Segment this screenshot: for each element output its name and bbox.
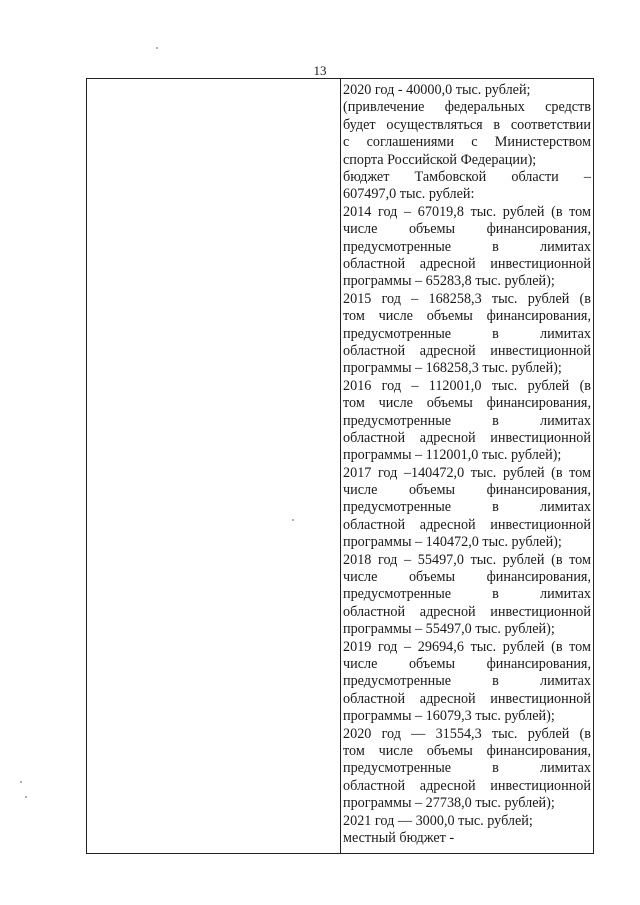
scan-speck xyxy=(20,781,22,783)
column-divider xyxy=(340,79,341,853)
scan-speck xyxy=(156,47,158,49)
text-line: предусмотренные в лимитах xyxy=(343,586,591,603)
text-line: областной адресной инвестиционной xyxy=(343,690,591,707)
text-line: бюджет Тамбовской области – xyxy=(343,168,591,185)
text-line: 607497,0 тыс. рублей: xyxy=(343,186,475,203)
text-line: 2018 год – 55497,0 тыс. рублей (в том xyxy=(343,551,591,568)
text-line: 2021 год — 3000,0 тыс. рублей; xyxy=(343,812,533,829)
text-line: программы – 27738,0 тыс. рублей); xyxy=(343,795,555,812)
text-line: программы – 55497,0 тыс. рублей); xyxy=(343,621,555,638)
text-line: областной адресной инвестиционной xyxy=(343,516,591,533)
text-line: программы – 112001,0 тыс. рублей); xyxy=(343,447,562,464)
text-line: предусмотренные в лимитах xyxy=(343,499,591,516)
text-line: числе объемы финансирования, xyxy=(343,569,591,586)
text-line: предусмотренные в лимитах xyxy=(343,412,591,429)
text-line: местный бюджет - xyxy=(343,829,455,846)
text-line: том числе объемы финансирования, xyxy=(343,742,591,759)
page-number: 13 xyxy=(313,63,327,78)
text-line: программы – 168258,3 тыс. рублей); xyxy=(343,360,562,377)
text-line: областной адресной инвестиционной xyxy=(343,603,591,620)
text-line: программы – 16079,3 тыс. рублей); xyxy=(343,708,555,725)
text-line: предусмотренные в лимитах xyxy=(343,760,591,777)
text-line: программы – 140472,0 тыс. рублей); xyxy=(343,534,562,551)
text-line: 2020 год - 40000,0 тыс. рублей; xyxy=(343,82,531,98)
text-line: числе объемы финансирования, xyxy=(343,482,591,499)
scan-speck xyxy=(25,796,27,798)
scan-speck xyxy=(292,519,294,521)
program-table xyxy=(86,78,594,854)
text-line: том числе объемы финансирования, xyxy=(343,395,591,412)
text-line: предусмотренные в лимитах xyxy=(343,673,591,690)
text-line: областной адресной инвестиционной xyxy=(343,342,591,359)
right-cell-funding-text xyxy=(343,82,591,847)
text-line: 2016 год – 112001,0 тыс. рублей (в xyxy=(343,377,591,394)
text-line: 2020 год — 31554,3 тыс. рублей (в xyxy=(343,725,591,742)
text-line: 2014 год – 67019,8 тыс. рублей (в том xyxy=(343,203,591,220)
text-line: областной адресной инвестиционной xyxy=(343,255,591,272)
text-line: с соглашениями с Министерством xyxy=(343,134,591,151)
text-line: числе объемы финансирования, xyxy=(343,221,591,238)
text-line: (привлечение федеральных средств xyxy=(343,99,591,116)
text-line: спорта Российской Федерации); xyxy=(343,151,537,168)
text-line: будет осуществляться в соответствии xyxy=(343,116,591,133)
text-line: областной адресной инвестиционной xyxy=(343,429,591,446)
text-line: предусмотренные в лимитах xyxy=(343,325,591,342)
text-line: предусмотренные в лимитах xyxy=(343,238,591,255)
text-line: числе объемы финансирования, xyxy=(343,656,591,673)
text-line: 2017 год –140472,0 тыс. рублей (в том xyxy=(343,464,591,481)
text-line: 2015 год – 168258,3 тыс. рублей (в xyxy=(343,290,591,307)
text-line: 2019 год – 29694,6 тыс. рублей (в том xyxy=(343,638,591,655)
text-line: областной адресной инвестиционной xyxy=(343,777,591,794)
text-line: программы – 65283,8 тыс. рублей); xyxy=(343,273,555,290)
text-line: том числе объемы финансирования, xyxy=(343,308,591,325)
left-cell-empty xyxy=(87,79,340,853)
